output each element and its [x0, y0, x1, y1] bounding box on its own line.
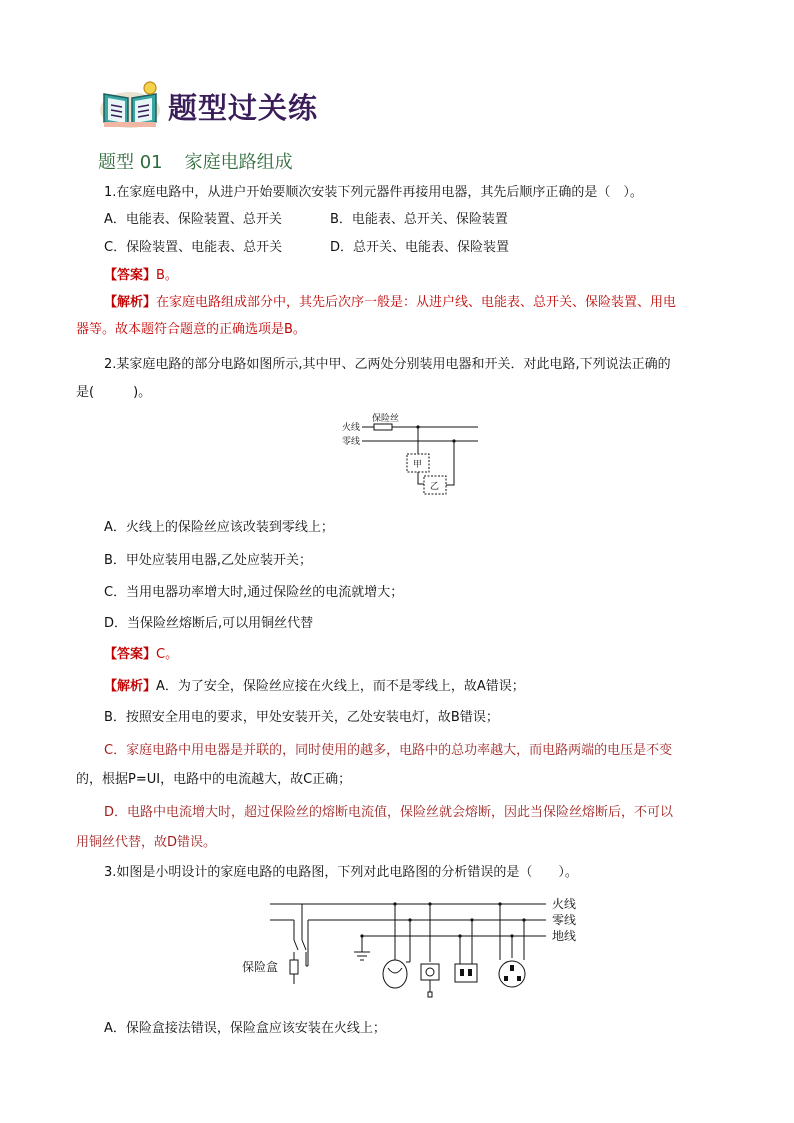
q1-analysis-line1 — [104, 291, 676, 310]
q2-analysis-d1: D．电路中电流增大时，超过保险丝的熔断电流值，保险丝就会熔断，因此当保险丝熔断后，不可以 — [104, 805, 674, 820]
q2-analysis-c1: C．家庭电路中用电器是并联的，同时使用的越多，电路中的总功率越大，而电路两端的电压是不变 — [104, 743, 673, 758]
two-hole-socket-symbol — [455, 964, 477, 982]
banner — [98, 80, 358, 132]
analysis-label: 【解析】 — [104, 295, 157, 310]
q2-neutral-label: 零线 — [342, 437, 361, 447]
yi-label: 乙 — [430, 482, 440, 492]
q3-fuse-box-label: 保险盒 — [242, 960, 279, 974]
q2-fuse-label: 保险丝 — [372, 414, 400, 424]
q2-circuit-diagram — [330, 408, 490, 508]
q2-option-b: B．甲处应装用电器,乙处应装开关； — [104, 553, 313, 568]
three-hole-socket-symbol — [499, 961, 525, 987]
pull-switch-symbol — [421, 964, 439, 980]
q1-stem: 1.在家庭电路中，从进户开始要顺次安装下列元器件再接用电器，其先后顺序正确的是（ ）。 — [104, 185, 643, 200]
analysis-label: 【解析】 — [104, 679, 157, 694]
q3-neutral-label: 零线 — [552, 913, 577, 927]
jia-label: 甲 — [413, 460, 423, 470]
q1-answer — [104, 264, 178, 283]
q1-option-d: D．总开关、电能表、保险装置 — [330, 240, 510, 255]
q1-option-c: C．保险装置、电能表、总开关 — [104, 240, 283, 255]
q1-option-b: B．电能表、总开关、保险装置 — [330, 212, 508, 227]
q2-analysis-d2: 用铜丝代替，故D错误。 — [76, 835, 217, 850]
q2-analysis-c2: 的，根据P=UI，电路中的电流越大，故C正确； — [76, 772, 352, 787]
answer-label: 【答案】 — [104, 268, 157, 283]
q2-analysis-b: B．按照安全用电的要求，甲处安装开关，乙处安装电灯，故B错误； — [104, 710, 499, 725]
q2-option-d: D．当保险丝熔断后,可以用铜丝代替 — [104, 616, 314, 631]
q2-stem-line2: 是( )。 — [76, 385, 152, 400]
open-book-icon — [98, 80, 162, 132]
q2-live-label: 火线 — [342, 423, 361, 433]
banner-title: 题型过关练 — [168, 91, 319, 125]
fuse-box-symbol — [290, 960, 298, 974]
answer-label: 【答案】 — [104, 647, 157, 662]
q2-option-c: C．当用电器功率增大时,通过保险丝的电流就增大； — [104, 585, 404, 600]
q2-circuit-figure — [330, 408, 490, 508]
answer-value: C。 — [156, 647, 179, 662]
section-heading — [98, 148, 293, 174]
q2-analysis-a — [104, 675, 525, 694]
section-number: 题型 01 — [98, 152, 163, 173]
section-name: 家庭电路组成 — [184, 152, 293, 173]
q3-circuit-diagram — [240, 888, 590, 1003]
q1-analysis-line2: 器等。故本题符合题意的正确选项是B。 — [76, 322, 306, 337]
analysis-text: 在家庭电路组成部分中，其先后次序一般是：从进户线、电能表、总开关、保险装置、用电 — [156, 295, 677, 310]
q1-option-a: A．电能表、保险装置、总开关 — [104, 212, 282, 227]
q2-option-a: A．火线上的保险丝应该改装到零线上； — [104, 520, 334, 535]
q3-circuit-figure — [240, 888, 590, 1003]
fuse-symbol — [374, 424, 392, 430]
q2-answer — [104, 643, 178, 662]
q3-option-a: A．保险盒接法错误，保险盒应该安装在火线上； — [104, 1021, 386, 1036]
q3-live-label: 火线 — [552, 897, 577, 911]
q3-ground-label: 地线 — [552, 929, 577, 943]
lamp-bulb-symbol — [383, 960, 407, 988]
q3-stem: 3.如图是小明设计的家庭电路的电路图，下列对此电路图的分析错误的是（ ）。 — [104, 865, 578, 880]
analysis-text: A．为了安全，保险丝应接在火线上，而不是零线上，故A错误； — [156, 679, 525, 694]
answer-value: B。 — [156, 268, 178, 283]
q2-stem-line1: 2.某家庭电路的部分电路如图所示,其中甲、乙两处分别装用电器和开关．对此电路,下列说法正确的 — [104, 357, 671, 372]
